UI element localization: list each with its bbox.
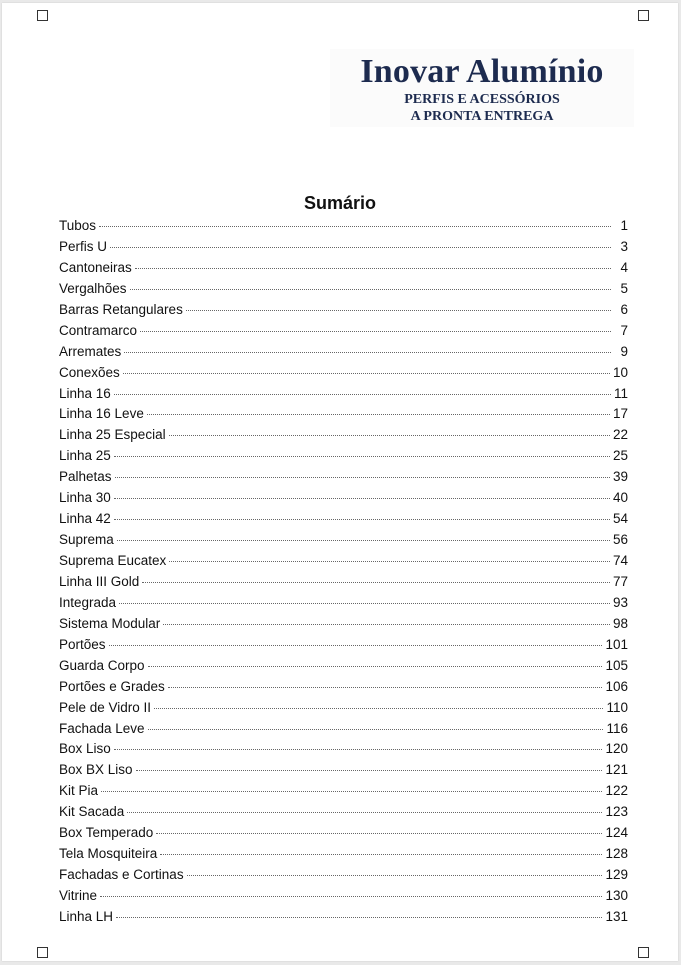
document-page	[2, 3, 678, 961]
dot-leader	[110, 247, 611, 248]
toc-entry-page-number: 120	[605, 741, 628, 757]
dot-leader	[127, 812, 602, 813]
toc-entry-label: Conexões	[59, 364, 120, 380]
toc-entry-page-number: 77	[612, 573, 628, 589]
toc-entry-label: Guarda Corpo	[59, 657, 145, 673]
toc-entry-label: Tubos	[59, 218, 97, 233]
toc-entry[interactable]	[59, 867, 628, 888]
toc-entry-page-number: 39	[612, 469, 628, 485]
toc-entry-page-number: 25	[612, 448, 628, 464]
toc-entry-label: Kit Sacada	[59, 804, 125, 820]
dot-leader	[114, 456, 610, 457]
toc-entry-page-number: 106	[605, 678, 628, 694]
dot-leader	[169, 435, 610, 436]
toc-entry[interactable]	[59, 260, 628, 281]
toc-entry[interactable]	[59, 323, 628, 344]
toc-entry-page-number: 74	[612, 553, 628, 568]
toc-entry-label: Cantoneiras	[59, 259, 132, 275]
toc-entry-page-number: 116	[606, 720, 628, 736]
toc-entry[interactable]	[59, 721, 628, 742]
toc-entry-page-number: 56	[612, 532, 628, 548]
toc-entry-page-number: 22	[612, 427, 628, 443]
toc-entry[interactable]	[59, 846, 628, 867]
dot-leader	[154, 708, 603, 709]
dot-leader	[99, 226, 611, 227]
toc-entry-page-number: 124	[605, 825, 628, 841]
toc-entry-page-number: 6	[620, 301, 628, 317]
toc-entry[interactable]	[59, 909, 628, 930]
toc-entry[interactable]	[59, 804, 628, 825]
toc-entry-label: Vergalhões	[59, 280, 127, 296]
crop-mark-top-right	[638, 10, 649, 21]
dot-leader	[114, 519, 610, 520]
toc-entry[interactable]	[59, 302, 628, 323]
toc-entry-label: Contramarco	[59, 322, 138, 338]
toc-entry-label: Linha 30	[59, 490, 111, 506]
toc-entry[interactable]	[59, 511, 628, 532]
toc-entry-label: Barras Retangulares	[59, 301, 183, 317]
toc-entry[interactable]	[59, 406, 628, 427]
toc-entry[interactable]	[59, 365, 628, 386]
toc-entry-page-number: 4	[620, 259, 628, 275]
toc-entry-label: Linha 25 Especial	[59, 427, 166, 443]
toc-entry-label: Sistema Modular	[59, 615, 161, 631]
toc-entry-label: Linha 16 Leve	[59, 406, 144, 422]
toc-entry-page-number: 7	[620, 322, 628, 338]
toc-entry-label: Tela Mosquiteira	[59, 846, 158, 862]
dot-leader	[136, 770, 603, 771]
toc-entry[interactable]	[59, 595, 628, 616]
toc-entry[interactable]	[59, 553, 628, 574]
toc-entry-label: Suprema	[59, 532, 114, 548]
dot-leader	[187, 875, 603, 876]
dot-leader	[169, 561, 610, 562]
toc-entry-label: Perfis U	[59, 238, 108, 254]
dot-leader	[168, 687, 603, 688]
toc-entry[interactable]	[59, 532, 628, 553]
toc-entry-page-number: 11	[613, 385, 628, 401]
company-logo	[330, 49, 634, 127]
toc-entry-label: Portões e Grades	[59, 678, 165, 694]
dot-leader	[156, 833, 602, 834]
dot-leader	[124, 352, 611, 353]
toc-entry-label: Linha 16	[59, 385, 111, 401]
toc-entry-page-number: 3	[620, 238, 628, 254]
dot-leader	[140, 331, 611, 332]
toc-entry[interactable]	[59, 490, 628, 511]
toc-entry-page-number: 5	[620, 280, 628, 296]
toc-entry[interactable]	[59, 218, 628, 239]
toc-entry-label: Linha III Gold	[59, 573, 140, 589]
dot-leader	[119, 603, 610, 604]
toc-title: Sumário	[303, 193, 377, 213]
crop-mark-bottom-left	[37, 947, 48, 958]
toc-entry-page-number: 17	[612, 406, 628, 422]
toc-entry-page-number: 123	[605, 804, 628, 820]
dot-leader	[116, 917, 602, 918]
toc-entry-label: Suprema Eucatex	[59, 553, 167, 568]
logo-subtitle-line2: A PRONTA ENTREGA	[410, 109, 554, 124]
toc-entry[interactable]	[59, 574, 628, 595]
toc-entry-label: Vitrine	[59, 888, 98, 903]
toc-entry-page-number: 40	[612, 490, 628, 506]
toc-entry-page-number: 101	[605, 636, 628, 652]
toc-entry-label: Fachada Leve	[59, 720, 145, 736]
dot-leader	[114, 394, 611, 395]
toc-entry-page-number: 105	[605, 657, 628, 673]
toc-entry-page-number: 93	[612, 594, 628, 610]
dot-leader	[148, 666, 603, 667]
toc-entry-label: Kit Pia	[59, 783, 99, 799]
toc-entry-label: Arremates	[59, 343, 122, 359]
toc-entry[interactable]	[59, 344, 628, 365]
dot-leader	[147, 414, 610, 415]
toc-entry-page-number: 129	[605, 867, 628, 883]
toc-entry-page-number: 9	[620, 343, 628, 359]
toc-entry[interactable]	[59, 637, 628, 658]
dot-leader	[117, 540, 610, 541]
dot-leader	[123, 373, 610, 374]
dot-leader	[135, 268, 611, 269]
toc-entry-label: Integrada	[59, 594, 117, 610]
dot-leader	[186, 310, 611, 311]
toc-entry[interactable]	[59, 448, 628, 469]
toc-entry-page-number: 110	[606, 699, 628, 715]
toc-entry-label: Fachadas e Cortinas	[59, 867, 184, 883]
toc-entry-label: Palhetas	[59, 469, 112, 485]
toc-entry-label: Box Temperado	[59, 825, 154, 841]
toc-entry[interactable]	[59, 616, 628, 637]
toc-entry-page-number: 1	[620, 218, 628, 233]
toc-entry-page-number: 131	[605, 908, 628, 924]
dot-leader	[130, 289, 611, 290]
dot-leader	[114, 498, 610, 499]
dot-leader	[101, 791, 602, 792]
toc-entry[interactable]	[59, 825, 628, 846]
crop-mark-top-left	[37, 10, 48, 21]
toc-entry-page-number: 10	[612, 364, 628, 380]
toc-entry-label: Box BX Liso	[59, 762, 133, 778]
dot-leader	[114, 749, 603, 750]
toc-entry-page-number: 128	[605, 846, 628, 862]
toc-entry[interactable]	[59, 386, 628, 407]
toc-entry-page-number: 54	[612, 511, 628, 527]
toc-entry-label: Box Liso	[59, 741, 111, 757]
logo-subtitle-line1: PERFIS E ACESSÓRIOS	[404, 92, 560, 107]
dot-leader	[148, 729, 604, 730]
table-of-contents	[59, 218, 628, 930]
dot-leader	[115, 477, 610, 478]
toc-entry[interactable]	[59, 741, 628, 762]
toc-entry[interactable]	[59, 700, 628, 721]
crop-mark-bottom-right	[638, 947, 649, 958]
toc-entry-label: Portões	[59, 636, 106, 652]
dot-leader	[100, 896, 602, 897]
toc-entry-label: Linha LH	[59, 908, 114, 924]
toc-entry[interactable]	[59, 658, 628, 679]
toc-entry-page-number: 130	[605, 888, 628, 903]
dot-leader	[142, 582, 610, 583]
toc-entry-label: Linha 42	[59, 511, 111, 527]
toc-entry[interactable]	[59, 281, 628, 302]
toc-entry[interactable]	[59, 762, 628, 783]
toc-entry-label: Pele de Vidro II	[59, 699, 152, 715]
toc-entry-page-number: 98	[612, 615, 628, 631]
dot-leader	[163, 624, 610, 625]
toc-entry[interactable]	[59, 239, 628, 260]
dot-leader	[160, 854, 602, 855]
toc-entry[interactable]	[59, 679, 628, 700]
dot-leader	[109, 645, 603, 646]
toc-entry[interactable]	[59, 427, 628, 448]
logo-title: Inovar Alumínio	[360, 53, 604, 90]
toc-entry-page-number: 122	[605, 783, 628, 799]
toc-entry-page-number: 121	[605, 762, 628, 778]
toc-entry[interactable]	[59, 469, 628, 490]
toc-entry-label: Linha 25	[59, 448, 111, 464]
toc-entry[interactable]	[59, 888, 628, 909]
toc-entry[interactable]	[59, 783, 628, 804]
